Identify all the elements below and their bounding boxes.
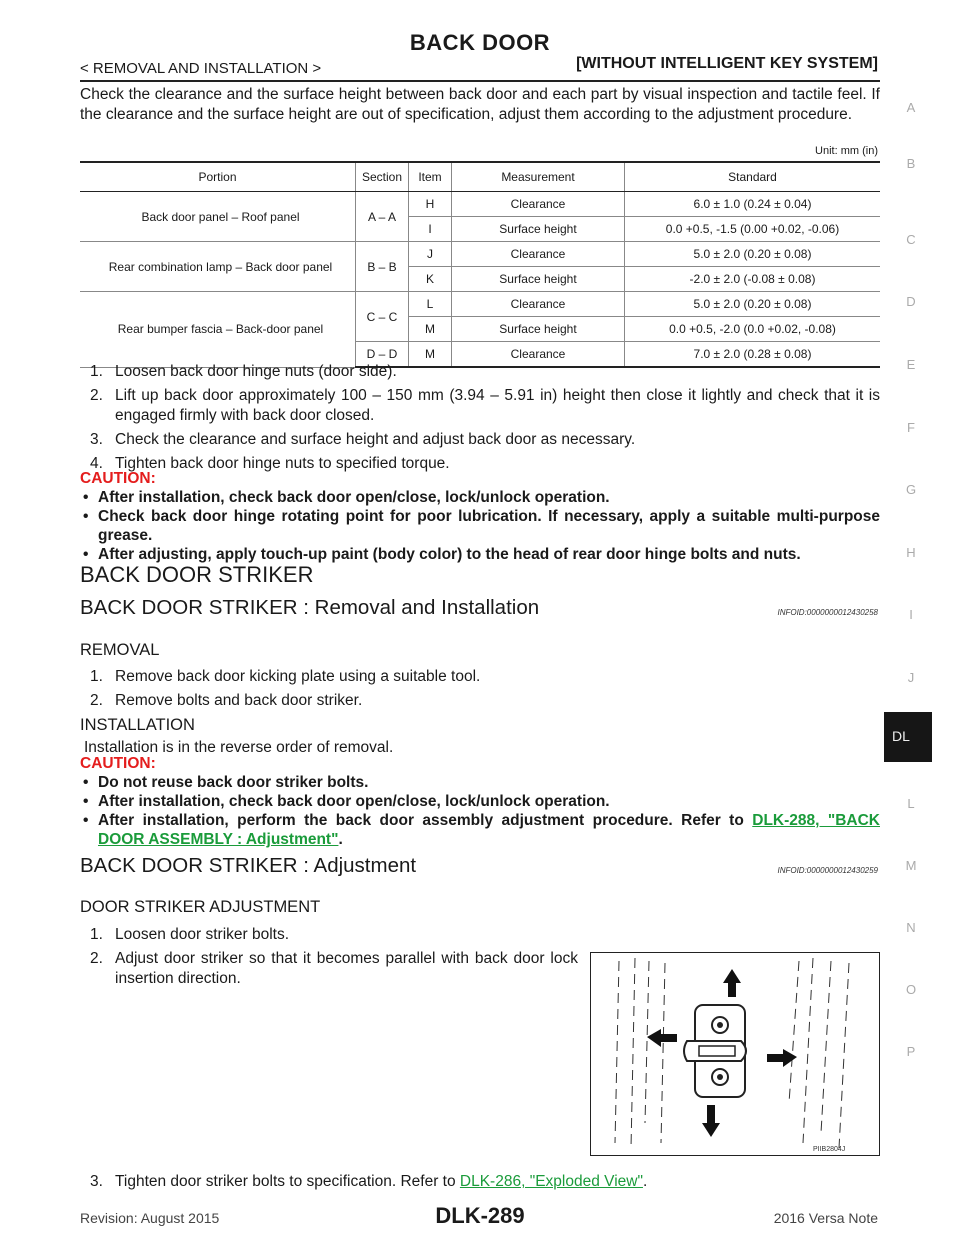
caution-block <box>80 470 880 564</box>
side-index-letter[interactable]: M <box>905 858 917 873</box>
caution-item: • After adjusting, apply touch-up paint (body color) to the head of rear door hinge bolts and nuts. <box>83 546 801 563</box>
side-index-letter[interactable]: D <box>906 294 916 309</box>
breadcrumb: < REMOVAL AND INSTALLATION > <box>80 60 322 77</box>
adjustment-steps <box>90 362 880 478</box>
side-index-active-tab[interactable] <box>884 712 932 762</box>
caution-label: CAUTION: <box>80 470 156 487</box>
side-index-letter[interactable]: P <box>906 1044 916 1059</box>
caution-item: • After installation, check back door open/close, lock/unlock operation. <box>83 793 610 810</box>
table-row <box>80 192 880 217</box>
measurement-cell: Surface height <box>452 217 625 242</box>
door-striker-heading: DOOR STRIKER ADJUSTMENT <box>80 898 321 916</box>
caution-text: After installation, perform the back door assembly adjustment procedure. Refer to <box>98 812 744 829</box>
measurement-cell: Clearance <box>452 292 625 317</box>
list-item: 3. Tighten door striker bolts to specification. Refer to DLK-286, "Exploded View". <box>90 1173 648 1190</box>
side-index <box>896 100 926 1110</box>
intro-paragraph: Check the clearance and the surface height between back door and each part by visual inspection and tactile feel. If the clearance and the surface height are out of specification, adjust them according to the adjustment procedure. <box>80 86 880 123</box>
list-item: 1. Loosen back door hinge nuts (door side). <box>90 363 397 380</box>
step-period: . <box>642 1173 648 1190</box>
ref-link-exploded-view[interactable]: DLK-286, "Exploded View" <box>459 1173 643 1190</box>
col-portion: Portion <box>80 162 356 192</box>
col-measurement: Measurement <box>452 162 625 192</box>
vehicle-label: 2016 Versa Note <box>773 1210 878 1226</box>
side-index-letter[interactable]: N <box>906 920 916 935</box>
item-cell: I <box>409 217 452 242</box>
step-text: Loosen back door hinge nuts (door side). <box>115 363 397 380</box>
caution-item: • Check back door hinge rotating point for poor lubrication. If necessary, apply a suitable multi-purpose grease. <box>83 508 880 544</box>
side-index-letter[interactable]: O <box>905 982 917 997</box>
revision-label: Revision: August 2015 <box>80 1210 220 1226</box>
table-header-row <box>80 162 880 192</box>
step-text: Check the clearance and surface height and adjust back door as necessary. <box>115 431 636 448</box>
installation-heading: INSTALLATION <box>80 716 195 734</box>
side-index-letter[interactable]: B <box>906 156 916 171</box>
installation-text: Installation is in the reverse order of removal. <box>84 739 394 756</box>
step-text: Remove bolts and back door striker. <box>115 692 363 709</box>
standard-cell: 0.0 +0.5, -1.5 (0.00 +0.02, -0.06) <box>625 217 881 242</box>
striker-step-3 <box>90 1172 790 1196</box>
striker-figure <box>590 952 880 1156</box>
table-row <box>80 292 880 317</box>
standard-cell: 6.0 ± 1.0 (0.24 ± 0.04) <box>625 192 881 217</box>
portion-cell: Rear combination lamp – Back door panel <box>80 242 356 292</box>
measurement-cell: Clearance <box>452 342 625 368</box>
section-cell: B – B <box>356 242 409 292</box>
measurement-cell: Surface height <box>452 317 625 342</box>
standard-cell: 5.0 ± 2.0 (0.20 ± 0.08) <box>625 242 881 267</box>
standard-cell: -2.0 ± 2.0 (-0.08 ± 0.08) <box>625 267 881 292</box>
removal-steps <box>90 667 880 715</box>
removal-heading: REMOVAL <box>80 641 160 659</box>
page-title: BACK DOOR <box>409 30 551 55</box>
step-text: Tighten back door hinge nuts to specified torque. <box>115 455 450 472</box>
standard-cell: 5.0 ± 2.0 (0.20 ± 0.08) <box>625 292 881 317</box>
subsection-heading: BACK DOOR STRIKER : Removal and Installation <box>80 596 540 619</box>
table-row <box>80 242 880 267</box>
measurement-cell: Clearance <box>452 192 625 217</box>
item-cell: M <box>409 317 452 342</box>
measurement-cell: Surface height <box>452 267 625 292</box>
caution-text: After installation, check back door open/close, lock/unlock operation. <box>98 793 610 810</box>
list-item: 1. Loosen door striker bolts. <box>90 926 290 943</box>
side-index-tab-label: DL <box>892 728 910 744</box>
side-index-letter[interactable]: I <box>909 607 913 622</box>
side-index-letter[interactable]: H <box>906 545 916 560</box>
caution-item: • After installation, check back door open/close, lock/unlock operation. <box>83 489 610 506</box>
section-cell: D – D <box>356 342 409 368</box>
portion-cell: Back door panel – Roof panel <box>80 192 356 242</box>
item-cell: J <box>409 242 452 267</box>
caution-text: After adjusting, apply touch-up paint (body color) to the head of rear door hinge bolts and nuts. <box>98 546 801 563</box>
variant-label: [WITHOUT INTELLIGENT KEY SYSTEM] <box>576 55 878 72</box>
portion-cell: Rear bumper fascia – Back-door panel <box>80 292 356 368</box>
caution-text: Do not reuse back door striker bolts. <box>98 774 369 791</box>
list-item: 1. Remove back door kicking plate using a suitable tool. <box>90 668 481 685</box>
caution-text: After installation, check back door open/close, lock/unlock operation. <box>98 489 610 506</box>
ref-link-back-door-adjustment[interactable]: DLK-288, "BACK DOOR ASSEMBLY : Adjustment" <box>98 812 880 848</box>
col-standard: Standard <box>625 162 881 192</box>
caution-text: Check back door hinge rotating point for poor lubrication. If necessary, apply a suitable multi-purpose grease. <box>98 508 880 544</box>
step-text: Lift up back door approximately 100 – 150 mm (3.94 – 5.91 in) height then close it lightly and check that it is engaged firmly with back door closed. <box>115 387 880 424</box>
side-index-letter[interactable]: A <box>906 100 916 115</box>
list-item: 2. Remove bolts and back door striker. <box>90 692 363 709</box>
item-cell: M <box>409 342 452 368</box>
measurement-cell: Clearance <box>452 242 625 267</box>
caution-label: CAUTION: <box>80 755 156 772</box>
info-id: INFOID:0000000012430258 <box>777 608 878 617</box>
standard-cell: 0.0 +0.5, -2.0 (0.0 +0.02, -0.08) <box>625 317 881 342</box>
info-id: INFOID:0000000012430259 <box>777 866 878 875</box>
side-index-letter[interactable]: J <box>907 670 915 685</box>
section-heading: BACK DOOR STRIKER <box>80 562 314 587</box>
step-text: Tighten door striker bolts to specification. Refer to <box>115 1173 456 1190</box>
side-index-letter[interactable]: E <box>906 357 916 372</box>
side-index-letter[interactable]: G <box>905 482 917 497</box>
unit-note: Unit: mm (in) <box>815 145 878 157</box>
col-section: Section <box>356 162 409 192</box>
section-cell: C – C <box>356 292 409 342</box>
header-rule <box>80 80 880 82</box>
side-index-letter[interactable]: C <box>906 232 916 247</box>
item-cell: L <box>409 292 452 317</box>
step-text: Remove back door kicking plate using a suitable tool. <box>115 668 481 685</box>
caution-item: • After installation, perform the back door assembly adjustment procedure. Refer to DLK-288, "BACK DOOR ASSEMBLY : Adjustment". <box>83 812 880 848</box>
clearance-spec-table <box>80 161 880 368</box>
figure-code: PIIB2804J <box>813 1146 846 1153</box>
caution-block-2 <box>80 755 880 849</box>
item-cell: K <box>409 267 452 292</box>
side-index-letter[interactable]: L <box>907 796 915 811</box>
list-item: 3. Check the clearance and surface height and adjust back door as necessary. <box>90 431 636 448</box>
step-text: Adjust door striker so that it becomes parallel with back door lock insertion direction. <box>115 950 578 987</box>
striker-adjust-steps <box>90 925 578 993</box>
item-cell: H <box>409 192 452 217</box>
list-item: 2. Adjust door striker so that it becomes parallel with back door lock insertion direction. <box>90 950 578 987</box>
col-item: Item <box>409 162 452 192</box>
list-item: 2. Lift up back door approximately 100 – 150 mm (3.94 – 5.91 in) height then close it lightly and check that it is engaged firmly with back door closed. <box>90 387 880 424</box>
list-item: 4. Tighten back door hinge nuts to specified torque. <box>90 455 450 472</box>
striker-illustration <box>591 953 879 1155</box>
section-cell: A – A <box>356 192 409 242</box>
side-index-letter[interactable]: F <box>907 420 915 435</box>
subsection-heading: BACK DOOR STRIKER : Adjustment <box>80 854 417 877</box>
caution-period: . <box>338 831 343 848</box>
caution-item: • Do not reuse back door striker bolts. <box>83 774 369 791</box>
standard-cell: 7.0 ± 2.0 (0.28 ± 0.08) <box>625 342 881 368</box>
page-number: DLK-289 <box>435 1203 525 1228</box>
step-text: Loosen door striker bolts. <box>115 926 290 943</box>
